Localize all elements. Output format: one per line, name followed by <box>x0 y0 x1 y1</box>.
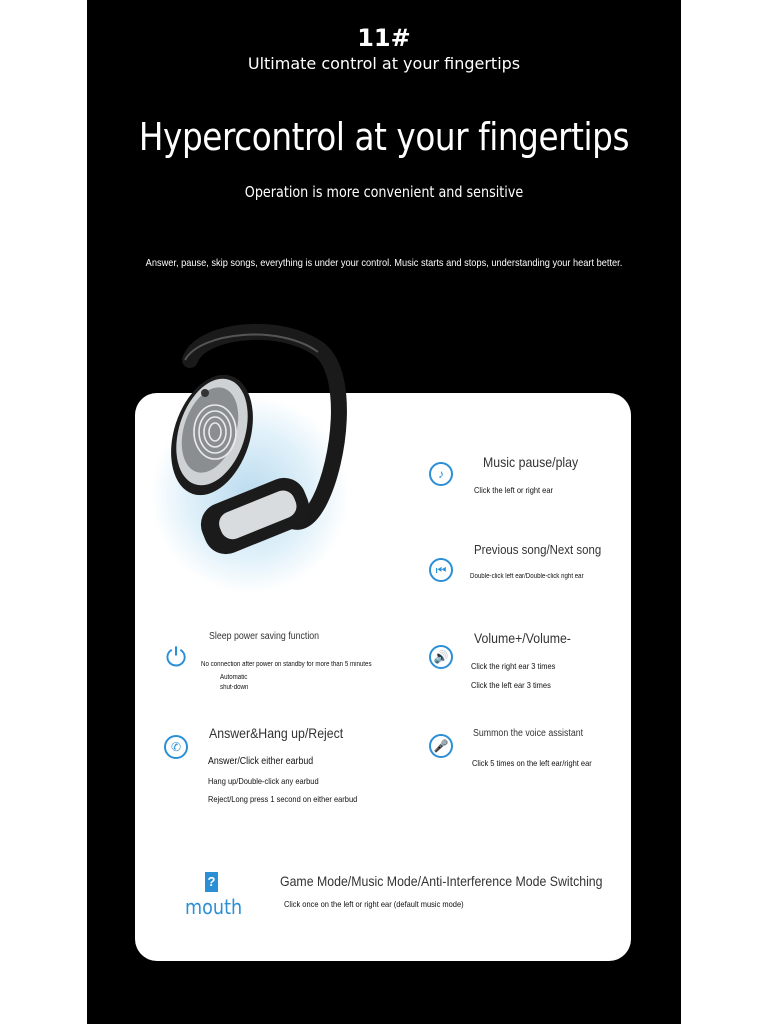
call-desc-1: Answer/Click either earbud <box>208 756 314 767</box>
call-desc-2: Hang up/Double-click any earbud <box>208 776 319 786</box>
volume-desc-2: Click the left ear 3 times <box>471 680 551 690</box>
song-title: Previous song/Next song <box>474 542 602 557</box>
speaker-icon: 🔊 <box>429 645 453 669</box>
call-desc-3: Reject/Long press 1 second on either earbud <box>208 794 358 804</box>
music-title: Music pause/play <box>483 454 579 470</box>
sleep-title: Sleep power saving function <box>209 631 320 642</box>
music-note-icon: ♪ <box>429 462 453 486</box>
volume-title: Volume+/Volume- <box>474 630 571 646</box>
mode-label: mouth <box>185 895 243 919</box>
voice-title: Summon the voice assistant <box>473 728 584 739</box>
sleep-note-line1: Automatic <box>220 674 248 681</box>
mode-desc: Click once on the left or right ear (default music mode) <box>284 899 464 909</box>
description: Answer, pause, skip songs, everything is under your control. Music starts and stops, understanding your heart better. <box>145 257 623 269</box>
volume-desc-1: Click the right ear 3 times <box>471 661 556 671</box>
subtitle: Operation is more convenient and sensitive <box>244 183 524 201</box>
call-title: Answer&Hang up/Reject <box>209 725 344 741</box>
power-icon: ⏻ <box>165 642 187 672</box>
mode-symbol-box: ? <box>205 872 218 892</box>
voice-desc: Click 5 times on the left ear/right ear <box>472 758 592 768</box>
main-title: Hypercontrol at your fingertips <box>138 115 630 159</box>
sleep-desc: No connection after power on standby for more than 5 minutes <box>201 661 372 668</box>
tagline: Ultimate control at your fingertips <box>247 54 521 73</box>
skip-back-icon: ⏮ <box>429 558 453 582</box>
phone-icon: ✆ <box>164 735 188 759</box>
music-desc: Click the left or right ear <box>474 485 553 495</box>
sleep-note-line2: shut-down <box>220 684 249 691</box>
earbud-illustration <box>160 320 360 580</box>
mode-title: Game Mode/Music Mode/Anti-Interference Mode Switching <box>280 873 603 889</box>
song-desc: Double-click left ear/Double-click right ear <box>470 573 584 580</box>
microphone-icon: 🎤 <box>429 734 453 758</box>
page-number: 11# <box>357 24 411 52</box>
